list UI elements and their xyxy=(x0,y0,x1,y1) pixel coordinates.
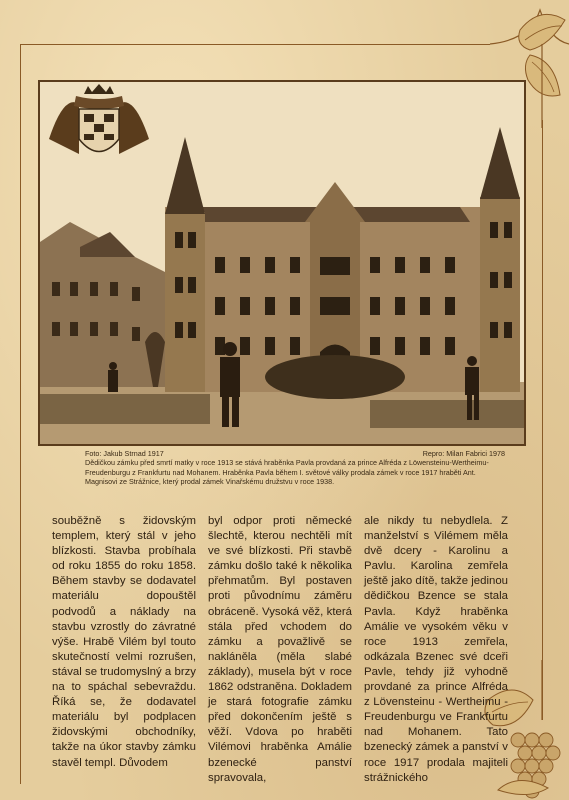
top-border-rule xyxy=(20,44,490,45)
article-column-1: souběžně s židovským templem, který stál v jeho blízkosti. Stavba probíhala od roku 1855 do roku 1858. Během stavby se dodavatel materiálu dopouštěl podvodů a náklady na stavbu vzrostly do závratné výše. Hrabě Vilém byl touto skutečností velmi rozrušen, stával se trudomyslný a brzy na to spáchal sebevraždu. Říká se, že dodavatel materiálu byl podplacen židovskými obchodníky, takže na úkor stavby zámku stavěl templ. Důvodem xyxy=(52,515,196,769)
article-body xyxy=(52,514,528,794)
article-column-2: byl odpor proti německé šlechtě, kterou nechtěli mít ve své blízkosti. Při stavbě zámku došlo také k několika přehmatům. Byl postaven proti původnímu záměru obráceně. Vysoká věž, která stála před vchodem do zámku a považlivě se nakláněla (měla slabé základy), musela být v roce 1862 odstraněna. Dokladem je stará fotografie zámku před dokončením ještě s věží. Vdova po hraběti Vilémovi hraběnka Amálie bzenecké panství spravovala, xyxy=(208,515,352,784)
castle-photo xyxy=(38,80,526,446)
article-column-3: ale nikdy tu nebydlela. Z manželství s Vilémem měla dvě dcery - Karolinu a Pavlu. Karolina zemřela ještě jako dítě, takže jedinou dědičkou Bzence se stala Pavla. Když hraběnka Amálie ve vysokém věku v roce 1913 zemřela, odkázala Bzenec své dceři Pavle, tehdy již vyhodně provdané za prince Alfréda z Lövensteinu - Wertheimu - Freudenburgu ve Frankfurtu nad Mohanem. Tato bzenecký zámek a panství v roce 1917 prodala majiteli strážnického xyxy=(364,515,508,784)
left-border-rule xyxy=(20,44,21,784)
caption-text: Dědičkou zámku před smrtí matky v roce 1913 se stává hraběnka Pavla provdaná za prince Alfréda z Löwensteinu-Wertheimu-Freudenburgu z Frankfurtu nad Mohanem. Hraběnka Pavla během I. světové války prodala zámek v roce 1917 hraběti Ant. Magnisovi ze Strážnice, který prodal zámek Vinařskému družstvu v roce 1938. xyxy=(85,458,489,487)
photo-caption xyxy=(85,449,505,487)
coat-of-arms-icon xyxy=(44,84,154,174)
photo-credit: Foto: Jakub Strnad 1917 xyxy=(85,449,164,458)
repro-credit: Repro: Milan Fabrici 1978 xyxy=(422,449,505,458)
right-border-rule xyxy=(542,120,543,720)
